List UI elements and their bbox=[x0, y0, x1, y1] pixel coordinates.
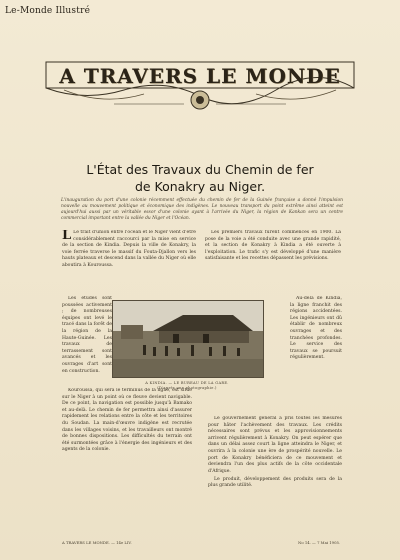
article-title-line1: L'État des Travaux du Chemin de fer bbox=[86, 162, 314, 177]
section-banner bbox=[44, 60, 356, 112]
column-left-narrow bbox=[62, 296, 112, 388]
drop-cap: L bbox=[62, 230, 72, 243]
column-left-top bbox=[62, 230, 196, 296]
paragraph: Le trait d'union entre l'océan et le Niger vient d'être considérablement raccourci par la mise en service de la section de Kindia. Depuis la ville de Konakry, la voie ferrée traverse le massif du Fouta-Djallon vers les hauts plateaux et descend dans la vallée du Niger où elle aboutira à Kouroussa. bbox=[62, 230, 196, 268]
column-right-top bbox=[205, 230, 341, 296]
paragraph: Au-delà de Kindia, la ligne franchit des régions accidentées. Les ingénieurs ont dû établir de nombreux ouvrages et des tranchées profondes. Le service des travaux se poursuit régulièrement. bbox=[290, 296, 342, 361]
article-intro: L'inauguration du port d'une colonie récemment effectuée du chemin de fer de la Guinée française a donné l'impulsion nouvelle au mouvement politique et économique des indigènes. Le nouveau transport du point extrême ainsi atteint est aujourd'hui aussi par un véritable essor d'une colonie ayant à l'arrivée du Niger, la région de Kankan sera un centre commercial important entre la vallée du Niger et l'Océan. bbox=[61, 198, 343, 221]
article-title bbox=[40, 161, 360, 195]
paragraph: Kouroussa, qui sera le terminus de la ligne, est situé sur le Niger à un point où ce fleuve devient navigable. De ce point, la navigation est possible jusqu'à Bamako et au-delà. Le chemin de fer permettra ainsi d'assurer rapidement les relations entre la côte et les territoires du Soudan. La main-d'œuvre indigène est recrutée dans les villages voisins, et les travailleurs ont montré de bonnes dispositions. Les difficultés du terrain ont été surmontées grâce à l'énergie des ingénieurs et des agents de la colonie. bbox=[62, 388, 192, 453]
paragraph: Le produit, développement des produits sera de la plus grande utilité. bbox=[208, 476, 342, 489]
railway-station-photo bbox=[112, 300, 264, 378]
photo-image bbox=[113, 301, 263, 377]
footer-left: A TRAVERS LE MONDE. — 14e LIV. bbox=[62, 540, 132, 545]
column-right-bottom bbox=[208, 416, 342, 536]
banner-title: A TRAVERS LE MONDE bbox=[59, 64, 341, 88]
paragraph: Les études sont poussées activement ; de nombreuses équipes ont levé le tracé dans la forêt de la région de la Haute-Guinée. Les travaux de terrassement sont avancés et les ouvrages d'art sont en construction. bbox=[62, 296, 112, 374]
paragraph: Les premiers travaux furent commencés en 1900. La pose de la voie a été conduite avec une grande rapidité, et la section de Konakry à Kindia a été ouverte à l'exploitation. Le trafic s'y est développé d'une manière satisfaisante et les recettes dépassent les prévisions. bbox=[205, 230, 341, 262]
column-left-bottom bbox=[62, 388, 192, 536]
article-title-line2: de Konakry au Niger. bbox=[134, 179, 266, 194]
column-right-narrow bbox=[290, 296, 342, 416]
masthead-label: Le-Monde Illustré bbox=[5, 6, 91, 16]
caption-line1: A KINDIA. — LE BUREAU DE LA GARE. bbox=[145, 381, 229, 385]
paragraph: Le gouvernement général a pris toutes les mesures pour hâter l'achèvement des travaux. Les crédits nécessaires sont prévus et les approvisionnements arrivent régulièrement à Konakry. On peut espérer que dans un délai assez court la ligne atteindra le Niger, et ouvrira à la colonie une ère de prospérité nouvelle. Le port de Konakry bénéficiera de ce mouvement et deviendra l'un des plus actifs de la côte occidentale d'Afrique. bbox=[208, 416, 342, 474]
caption-line2: (D'après une photographie.) bbox=[157, 386, 217, 390]
footer-right: No 14. — 7 Mai 1905. bbox=[298, 540, 341, 545]
